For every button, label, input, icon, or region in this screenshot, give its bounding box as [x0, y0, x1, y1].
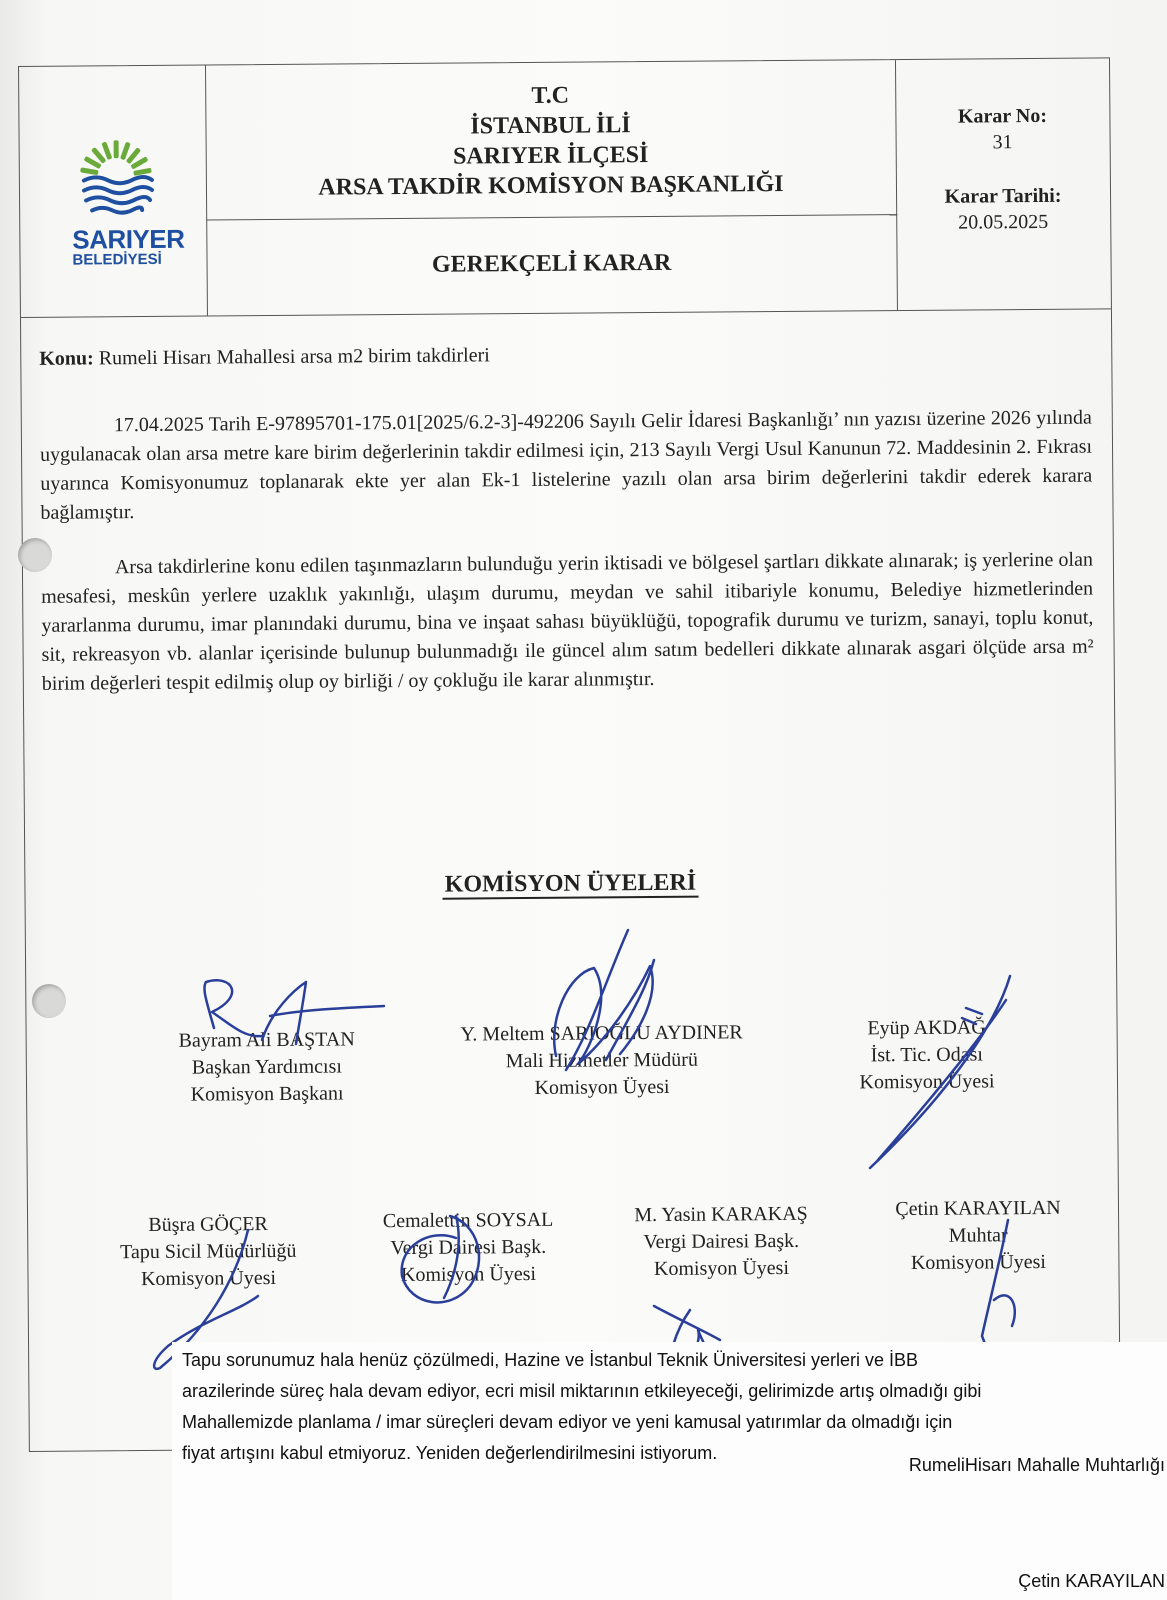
- punch-hole: [18, 538, 52, 572]
- member-signature-block: [83, 1211, 334, 1294]
- member-role: Komisyon Üyesi: [534, 1075, 670, 1099]
- subject-text: Rumeli Hisarı Mahallesi arsa m2 birim takdirleri: [98, 344, 490, 370]
- member-title: Mali Hizmetler Müdürü: [505, 1048, 699, 1073]
- document-subtitle: GEREKÇELİ KARAR: [431, 249, 672, 278]
- member-title: Muhtar: [948, 1224, 1008, 1247]
- note-line: Tapu sorunumuz hala henüz çözülmedi, Hazine ve İstanbul Teknik Üniversitesi yerleri ve İBB: [182, 1350, 919, 1370]
- member-role: Komisyon Üyesi: [859, 1070, 995, 1094]
- member-signature-block: [412, 1019, 793, 1103]
- title-line-district: SARIYER İLÇESİ: [452, 142, 649, 170]
- member-title: İst. Tic. Odası: [870, 1043, 984, 1067]
- member-signature-block: [796, 1014, 1057, 1097]
- note-signer-name: Çetin KARAYILAN: [1018, 1571, 1165, 1591]
- member-signature-block: [858, 1195, 1099, 1278]
- header-decision-cell: [895, 58, 1111, 310]
- member-name: Y. Meltem SARIOĞLU AYDINER: [460, 1021, 743, 1046]
- member-signature-block: [343, 1207, 594, 1290]
- title-line-commission: ARSA TAKDİR KOMİSYON BAŞKANLIĞI: [318, 170, 784, 201]
- karar-no-label: Karar No:: [957, 104, 1048, 128]
- karar-no-value: 31: [992, 131, 1013, 154]
- member-title: Vergi Dairesi Başk.: [390, 1235, 547, 1260]
- member-title: Vergi Dairesi Başk.: [643, 1229, 800, 1254]
- document-frame: [18, 57, 1121, 1452]
- member-name: Eyüp AKDAĞ: [867, 1016, 986, 1040]
- member-name: Büşra GÖÇER: [148, 1213, 268, 1237]
- member-role: Komisyon Üyesi: [400, 1262, 537, 1287]
- karar-no-block: [895, 102, 1109, 156]
- header-subtitle-cell: [206, 214, 898, 315]
- member-name: Çetin KARAYILAN: [895, 1196, 1061, 1221]
- member-role: Komisyon Üyesi: [653, 1256, 790, 1281]
- title-line-tc: T.C: [531, 82, 570, 109]
- sariyer-logo: [72, 138, 185, 269]
- member-role: Komisyon Başkanı: [190, 1082, 344, 1106]
- header-title-cell: [205, 60, 897, 220]
- paragraph-1: 17.04.2025 Tarih E-97895701-175.01[2025/6.2-3]-492206 Sayılı Gelir İdaresi Başkanlığı’ nın yazısı üzerine 2026 yılında uygulanacak olan arsa metre kare birim değerlerinin takdir edilmesi için, 213 Sayılı Vergi Usul Kanunun 72. Maddesinin 2. Fıkrası uyarınca Komisyonumuz toplanarak ekte yer alan Ek-1 listelerine yazılı olan arsa birim değerlerini takdir ederek karara bağlamıştır.: [39, 406, 1093, 524]
- members-heading: [25, 866, 1115, 902]
- members-heading-text: KOMİSYON ÜYELERİ: [443, 870, 699, 900]
- member-title: Başkan Yardımcısı: [191, 1055, 342, 1079]
- logo-wordmark: SARIYER: [72, 223, 185, 255]
- subject-line: [39, 337, 1091, 374]
- title-line-province: İSTANBUL İLİ: [470, 112, 631, 140]
- note-line: Mahallemizde planlama / imar süreçleri devam ediyor ve yeni kamusal yatırımlar da olmadığı için: [182, 1412, 953, 1432]
- karar-tarihi-label: Karar Tarihi:: [944, 184, 1062, 208]
- paragraph-2: Arsa takdirlerine konu edilen taşınmazların bulunduğu yerin iktisadi ve bölgesel şartları dikkate alınarak; iş yerlerine olan mesafesi, meskûn yerlere uzaklık yakınlığı, ulaşım durumu, meydan ve sahil itibariyle konumu, Belediye hizmetlerinden yararlanma durumu, imar planındaki durumu, bina ve inşaat sahası büyüklüğü, topografik durumu ve turizm, sanayi, toplu konut, sit, rekreasyon vb. alanlar içerisinde bulunup bulunmadığı ile güncel alım satım bedelleri dikkate alınarak asgari ölçüde arsa m² birim değerleri tespit edilmiş olup oy birliği / oy çokluğu ile karar alınmıştır.: [41, 548, 1094, 695]
- karar-tarihi-value: 20.05.2025: [958, 210, 1049, 234]
- punch-hole: [32, 984, 66, 1018]
- member-role: Komisyon Üyesi: [140, 1267, 277, 1291]
- member-title: Tapu Sicil Müdürlüğü: [120, 1239, 297, 1264]
- muhtar-objection-note: [172, 1342, 1167, 1600]
- note-signer-office: RumeliHisarı Mahalle Muhtarlığı: [908, 1455, 1165, 1475]
- note-line: fiyat artışını kabul etmiyoruz. Yeniden değerlendirilmesini istiyorum.: [182, 1443, 718, 1463]
- header-logo-cell: [19, 66, 208, 317]
- page-title: [205, 78, 896, 203]
- note-line: arazilerinde süreç hala devam ediyor, ecri misil miktarının etkileyeceği, gelirimizde artış olmadığı gibi: [182, 1381, 982, 1401]
- sun-sea-logo-icon: [76, 138, 157, 223]
- member-name: M. Yasin KARAKAŞ: [634, 1202, 808, 1227]
- member-name: Bayram Ali BAŞTAN: [178, 1028, 355, 1052]
- member-role: Komisyon Üyesi: [910, 1250, 1047, 1275]
- logo-subtext: BELEDİYESİ: [72, 250, 162, 269]
- karar-tarihi-block: [896, 182, 1110, 236]
- member-name: Cemalettin SOYSAL: [382, 1208, 554, 1233]
- subject-label: Konu:: [39, 347, 94, 370]
- member-signature-block: [137, 1026, 398, 1109]
- member-signature-block: [596, 1201, 847, 1284]
